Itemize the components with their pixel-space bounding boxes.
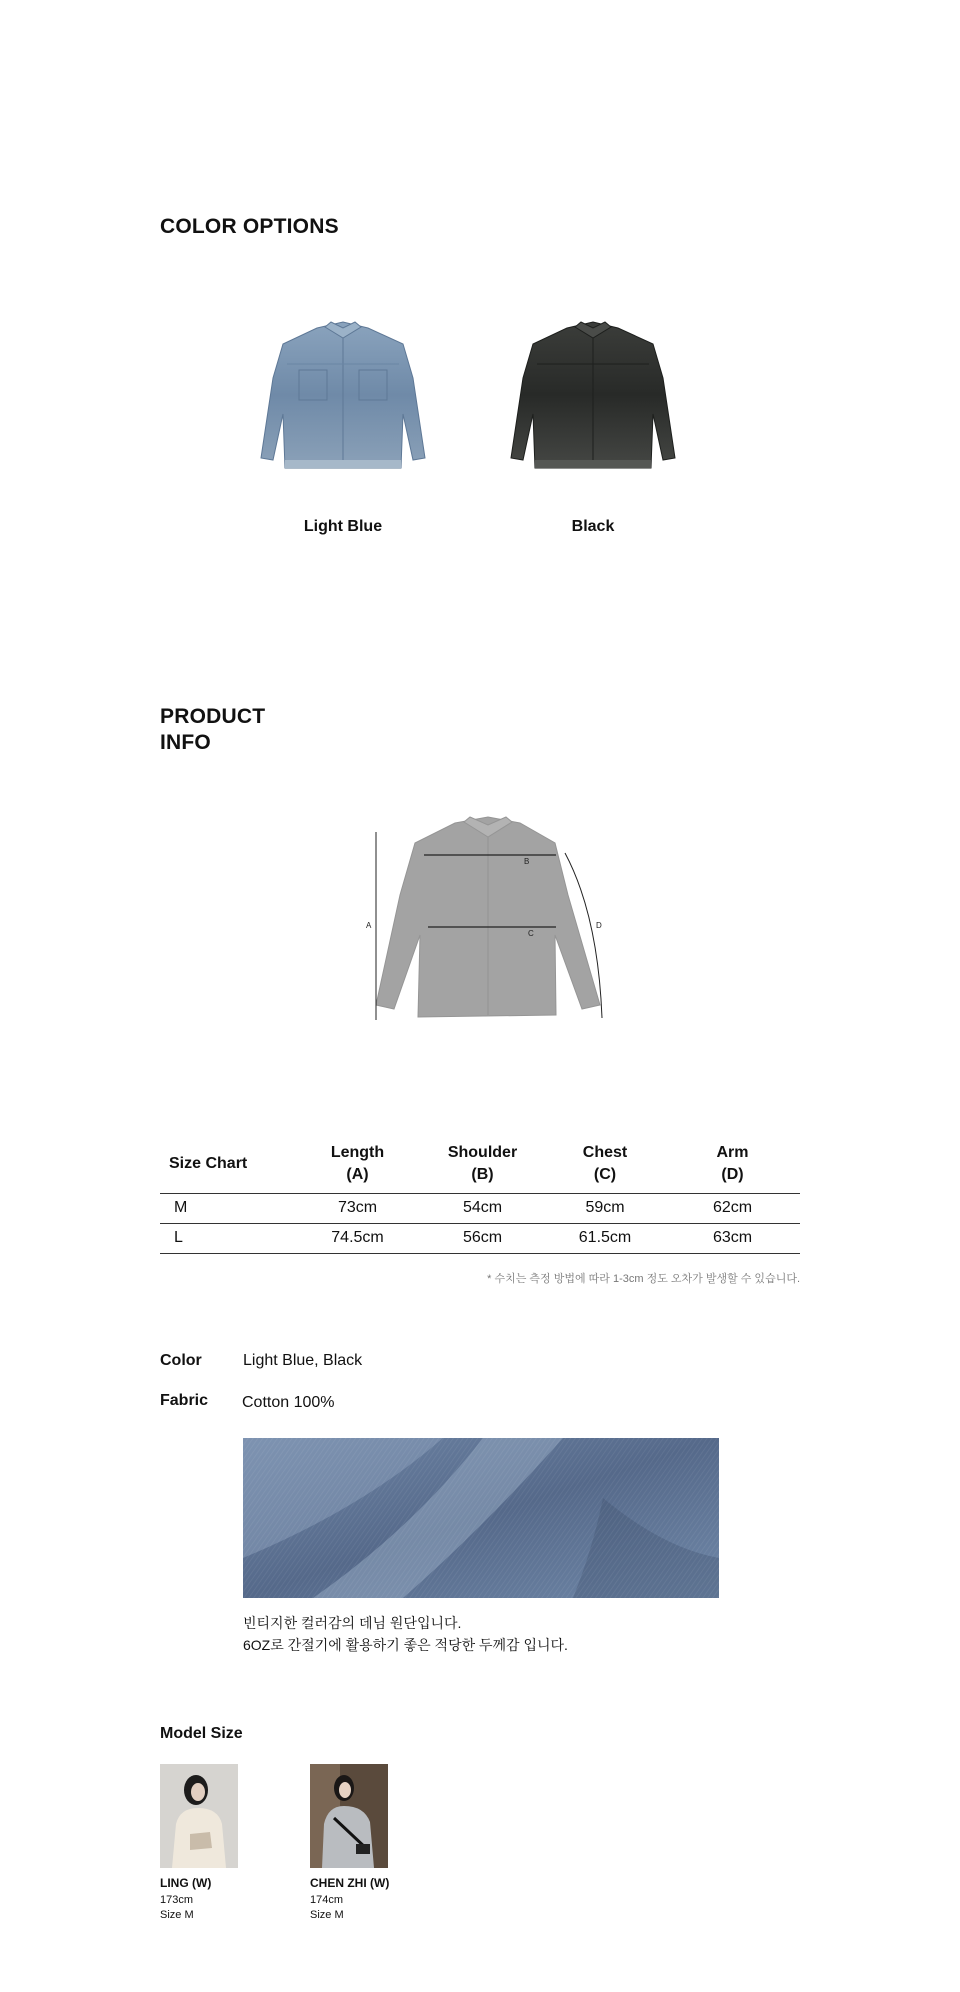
chest-cell: 59cm	[545, 1193, 665, 1223]
model-size-chen-zhi: Size M	[310, 1909, 344, 1921]
size-cell: L	[160, 1223, 295, 1253]
header-shoulder: Shoulder (B)	[420, 1135, 545, 1193]
light-blue-shirt-image	[255, 318, 430, 478]
size-chart-header-row	[160, 1135, 800, 1193]
measurement-diagram	[360, 815, 610, 1030]
label-a: A	[366, 921, 372, 930]
fabric-swatch-image	[243, 1438, 719, 1598]
label-c: C	[528, 929, 534, 938]
model-height-ling: 173cm	[160, 1894, 194, 1906]
header-chest: Chest (C)	[545, 1135, 665, 1193]
color-label-black: Black	[571, 518, 615, 535]
fabric-desc-line2: 6OZ로 간절기에 활용하기 좋은 적당한 두께감 입니다.	[243, 1637, 568, 1653]
color-options-title: COLOR OPTIONS	[160, 215, 339, 238]
black-shirt-image	[505, 318, 680, 478]
header-length: Length (A)	[295, 1135, 420, 1193]
model-name-chen-zhi: CHEN ZHI (W)	[310, 1876, 390, 1890]
header-size-chart: Size Chart	[160, 1135, 295, 1193]
shoulder-cell: 56cm	[420, 1223, 545, 1253]
size-chart-table	[160, 1135, 800, 1254]
fabric-desc-line1: 빈티지한 컬러감의 데님 원단입니다.	[243, 1615, 462, 1631]
model-name-ling: LING (W)	[160, 1876, 212, 1890]
product-info-title: PRODUCT INFO	[160, 705, 266, 754]
arm-cell: 62cm	[665, 1193, 800, 1223]
color-detail-value: Light Blue, Black	[243, 1352, 363, 1369]
model-photo-ling	[160, 1764, 238, 1868]
label-b: B	[524, 857, 530, 866]
length-cell: 74.5cm	[295, 1223, 420, 1253]
arm-cell: 63cm	[665, 1223, 800, 1253]
table-row	[160, 1193, 800, 1223]
size-cell: M	[160, 1193, 295, 1223]
size-chart-note: * 수치는 측정 방법에 따라 1-3cm 정도 오차가 발생할 수 있습니다.	[487, 1273, 800, 1285]
model-size-title: Model Size	[160, 1725, 243, 1742]
model-height-chen-zhi: 174cm	[310, 1894, 344, 1906]
model-size-ling: Size M	[160, 1909, 194, 1921]
table-row	[160, 1223, 800, 1253]
length-cell: 73cm	[295, 1193, 420, 1223]
shoulder-cell: 54cm	[420, 1193, 545, 1223]
chest-cell: 61.5cm	[545, 1223, 665, 1253]
color-label-light-blue: Light Blue	[303, 518, 383, 535]
color-detail-label: Color	[160, 1352, 202, 1369]
header-arm: Arm (D)	[665, 1135, 800, 1193]
fabric-detail-label: Fabric	[160, 1392, 209, 1409]
model-photo-chen-zhi	[310, 1764, 388, 1868]
label-d: D	[596, 921, 602, 930]
fabric-detail-value: Cotton 100%	[242, 1394, 335, 1411]
